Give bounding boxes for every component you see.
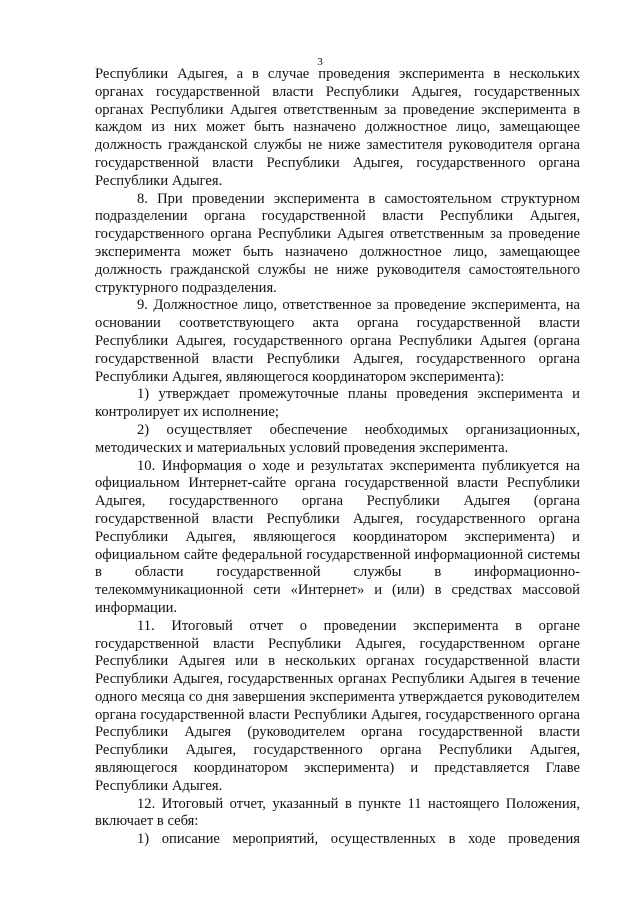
paragraph: 10. Информация о ходе и результатах эксперимента публикуется на официальном Интернет-сайте органа государственной власти Республики Адыгея, государственного органа Республики Адыгея (органа государственной власти Республики Адыгея, государственного органа Республики Адыгея, являющегося координатором эксперимента) и официальном сайте федеральной государственной информационной системы в области государственной службы в информационно-телекоммуникационной сети «Интернет» и (или) в средствах массовой информации.: [95, 457, 580, 616]
document-body: [95, 66, 580, 849]
paragraph: 12. Итоговый отчет, указанный в пункте 11 настоящего Положения, включает в себя:: [95, 795, 580, 830]
page-number: 3: [317, 56, 323, 68]
list-item: 1) утверждает промежуточные планы проведения эксперимента и контролирует их исполнение;: [95, 386, 580, 421]
paragraph: Республики Адыгея, а в случае проведения эксперимента в нескольких органах государственной власти Республики Адыгея, государственных органах Республики Адыгея ответственным за проведение эксперимента в каждом из них может быть назначено должностное лицо, замещающее должность гражданской службы не ниже заместителя руководителя органа государственной власти Республики Адыгея, государственного органа Республики Адыгея.: [95, 66, 580, 189]
paragraph: 9. Должностное лицо, ответственное за проведение эксперимента, на основании соответствующего акта органа государственной власти Республики Адыгея, государственного органа Республики Адыгея (органа государственной власти Республики Адыгея, государственного органа Республики Адыгея, являющегося координатором эксперимента):: [95, 297, 580, 385]
list-item: 2) осуществляет обеспечение необходимых организационных, методических и материальных условий проведения эксперимента.: [95, 421, 580, 456]
list-item: 1) описание мероприятий, осуществленных в ходе проведения: [137, 831, 580, 848]
paragraph: 11. Итоговый отчет о проведении эксперимента в органе государственной власти Республики Адыгея, государственном органе Республики Адыгея или в нескольких органах государственной власти Республики Адыгея, государственных органах Республики Адыгея в течение одного месяца со дня завершения эксперимента утверждается руководителем органа государственной власти Республики Адыгея, государственного органа Республики Адыгея (руководителем органа государственной власти Республики Адыгея, государственного органа Республики Адыгея, являющегося координатором эксперимента) и представляется Главе Республики Адыгея.: [95, 617, 580, 794]
paragraph: 8. При проведении эксперимента в самостоятельном структурном подразделении органа государственной власти Республики Адыгея, государственного органа Республики Адыгея ответственным за проведение эксперимента может быть назначено должностное лицо, замещающее должность гражданской службы не ниже руководителя самостоятельного структурного подразделения.: [95, 190, 580, 296]
